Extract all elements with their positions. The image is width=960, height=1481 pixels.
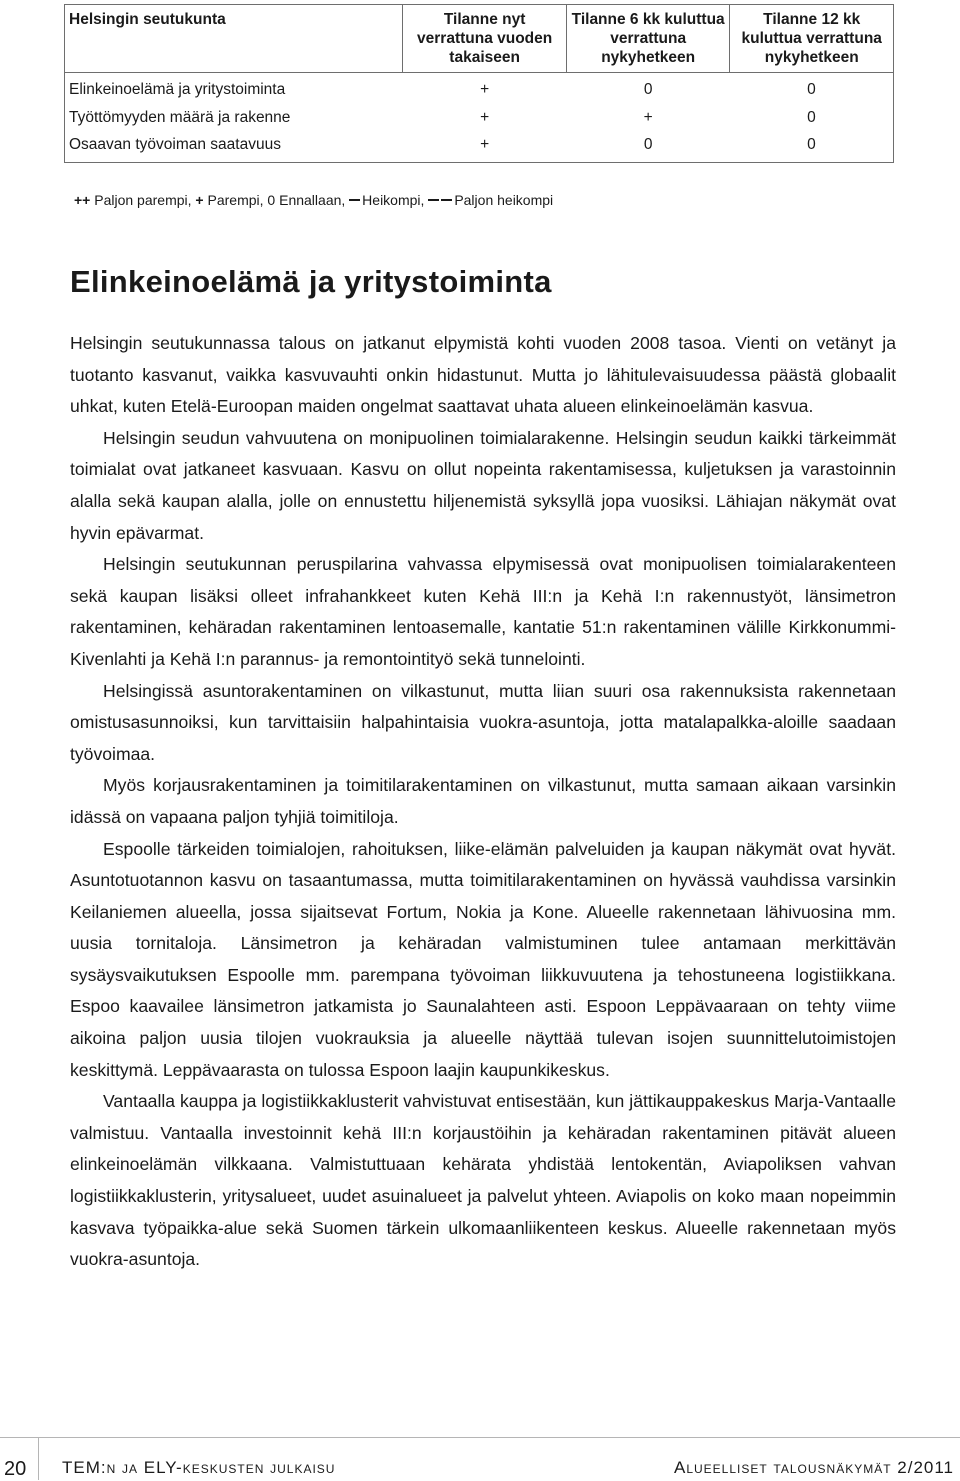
table-row: [65, 131, 894, 163]
cell-6-months: 0: [643, 135, 653, 153]
header-now: Tilanne nyt verrattuna vuoden takaiseen: [403, 5, 567, 73]
header-12-months: Tilanne 12 kk kuluttua verrattuna nykyhetkeen: [730, 5, 894, 73]
row-label: Osaavan työvoiman saatavuus: [69, 135, 281, 153]
cell-12-months: 0: [807, 108, 816, 126]
legend-much-worse: Paljon heikompi: [454, 192, 554, 208]
cell-6-months: 0: [643, 81, 653, 98]
cell-12-months: 0: [807, 135, 816, 153]
cell-6-months: +: [643, 108, 653, 126]
legend-worse: Heikompi,: [362, 192, 425, 208]
legend-much-better-symbol: ++: [74, 192, 91, 208]
report-title: Alueelliset talousnäkymät 2/2011: [673, 1458, 954, 1477]
paragraph: Helsingin seutukunnassa talous on jatkanut elpymistä kohti vuoden 2008 tasoa. Vienti on vetänyt ja tuotanto kasvanut, vaikka kasvuvauhti onkin hidastunut. Mutta jo lähitulevaisuudessa päästä globaalit uhkat, kuten Etelä-Euroopan maiden ongelmat saattavat uhata alueen elinkeinoelämän kasvua.: [70, 333, 896, 417]
paragraph: Espoolle tärkeiden toimialojen, rahoituksen, liike-elämän palveluiden ja kaupan näkymät ovat hyvät. Asuntotuotannon kasvu on tasaantumassa, mutta toimitilarakentaminen on hyvässä vauhdissa varsinkin Keilaniemen alueella, jossa sijaitsevat Fortum, Nokia ja Kone. Alueelle rakennetaan lähivuosina mm. uusia tornitaloja. Länsimetron ja kehäradan valmistuminen tulee antamaan merkittävän sysäysvaikutuksen Espoolle mm. parempana työvoiman liikkuvuutena ja tehostuneena logistiikkana. Espoo kaavailee länsimetron jatkamista jo Saunalahteen asti. Espoon Leppävaaraan on tehty viime aikoina paljon uusia tilojen vuokrauksia ja alueelle näyttää tulevan isojen suunnittelutoimistojen keskittymä. Leppävaarasta on tulossa Espoon laajin kaupunkikeskus.: [70, 838, 896, 1080]
paragraph: Helsingin seutukunnan peruspilarina vahvassa elpymisessä ovat monipuolisen toimialarakenteen sekä kaupan lisäksi olleet infrahankkeet kuten Kehä III:n ja Kehä I:n rakennustyöt, länsimetron rakentaminen, kehäradan rakentaminen lentoasemalle, kantatie 51:n rakentaminen välille Kirkkonummi-Kivenlahti ja Kehä I:n parannus- ja remontointityö sekä tunnelointi.: [70, 554, 896, 669]
cell-12-months: 0: [807, 81, 816, 98]
paragraph: Myös korjausrakentaminen ja toimitilarakentaminen on vilkastunut, mutta samaan aikaan varsinkin idässä on vapaana paljon tyhjiä toimitiloja.: [70, 775, 896, 827]
header-6-months: Tilanne 6 kk kuluttua verrattuna nykyhetkeen: [566, 5, 730, 73]
legend-same: Ennallaan,: [279, 192, 346, 208]
legend-better-symbol: +: [195, 192, 204, 208]
legend-better: Parempi,: [207, 192, 264, 208]
paragraph: Helsingin seudun vahvuutena on monipuolinen toimialarakenne. Helsingin seudun kaikki tärkeimmät toimialat ovat jatkaneet kasvuaan. Kasvu on ollut nopeinta rakentamisessa, kuljetuksen ja varastoinnin alalla sekä kaupan alalla, jolle on ennustettu hiljenemistä syksyllä jopa vuosiksi. Lähiajan näkymät ovat hyvin epävarmat.: [70, 427, 896, 543]
rating-legend: [74, 190, 553, 210]
table-row: [65, 104, 894, 131]
outlook-summary-table: [64, 4, 894, 163]
header-region: Helsingin seutukunta: [69, 11, 226, 28]
paragraph: Vantaalla kauppa ja logistiikkaklusterit vahvistuvat entisestään, kun jättikauppakeskus Marja-Vantaalle valmistuu. Vantaalla investoinnit kehä III:n korjaustöihin ja kehäradan rakentaminen pitävät alueen elinkeinoelämän vilkkaana. Valmistuttuaan kehärata yhdistää lentokentän, Aviapoliksen vahvan logistiikkaklusterin, yritysalueet, uudet asuinalueet ja palvelut yhteen. Aviapolis on koko maan nopeimmin kasvava työpaikka-alue sekä Suomen tärkein ulkomaanliikenteen keskus. Alueelle rakennetaan myös vuokra-asuntoja.: [70, 1091, 896, 1270]
cell-now: +: [480, 135, 490, 153]
minus-icon: [428, 199, 439, 201]
table-row: [65, 73, 894, 104]
row-label: Työttömyyden määrä ja rakenne: [69, 108, 291, 126]
footer-divider: [38, 1437, 39, 1480]
cell-now: +: [480, 81, 490, 98]
row-label: Elinkeinoelämä ja yritystoiminta: [69, 81, 286, 98]
section-title: Elinkeinoelämä ja yritystoiminta: [70, 264, 552, 299]
minus-icon: [441, 199, 452, 201]
legend-much-better: Paljon parempi,: [94, 192, 192, 208]
article-body: [70, 328, 896, 1276]
paragraph: Helsingissä asuntorakentaminen on vilkastunut, mutta liian suuri osa rakennuksista rakennetaan omistusasunnoiksi, kun tarvittaisiin halpahintaisia vuokra-asuntoja, jotta matalapalkka-aloille saadaan työvoimaa.: [70, 680, 896, 764]
legend-same-symbol: 0: [267, 192, 276, 208]
table-header-row: [65, 5, 894, 73]
publisher-label: TEM:n ja ELY-keskusten julkaisu: [62, 1458, 336, 1477]
cell-now: +: [480, 108, 490, 126]
footer-rule: [0, 1437, 960, 1438]
page-number: 20: [4, 1458, 27, 1480]
minus-icon: [349, 199, 360, 201]
